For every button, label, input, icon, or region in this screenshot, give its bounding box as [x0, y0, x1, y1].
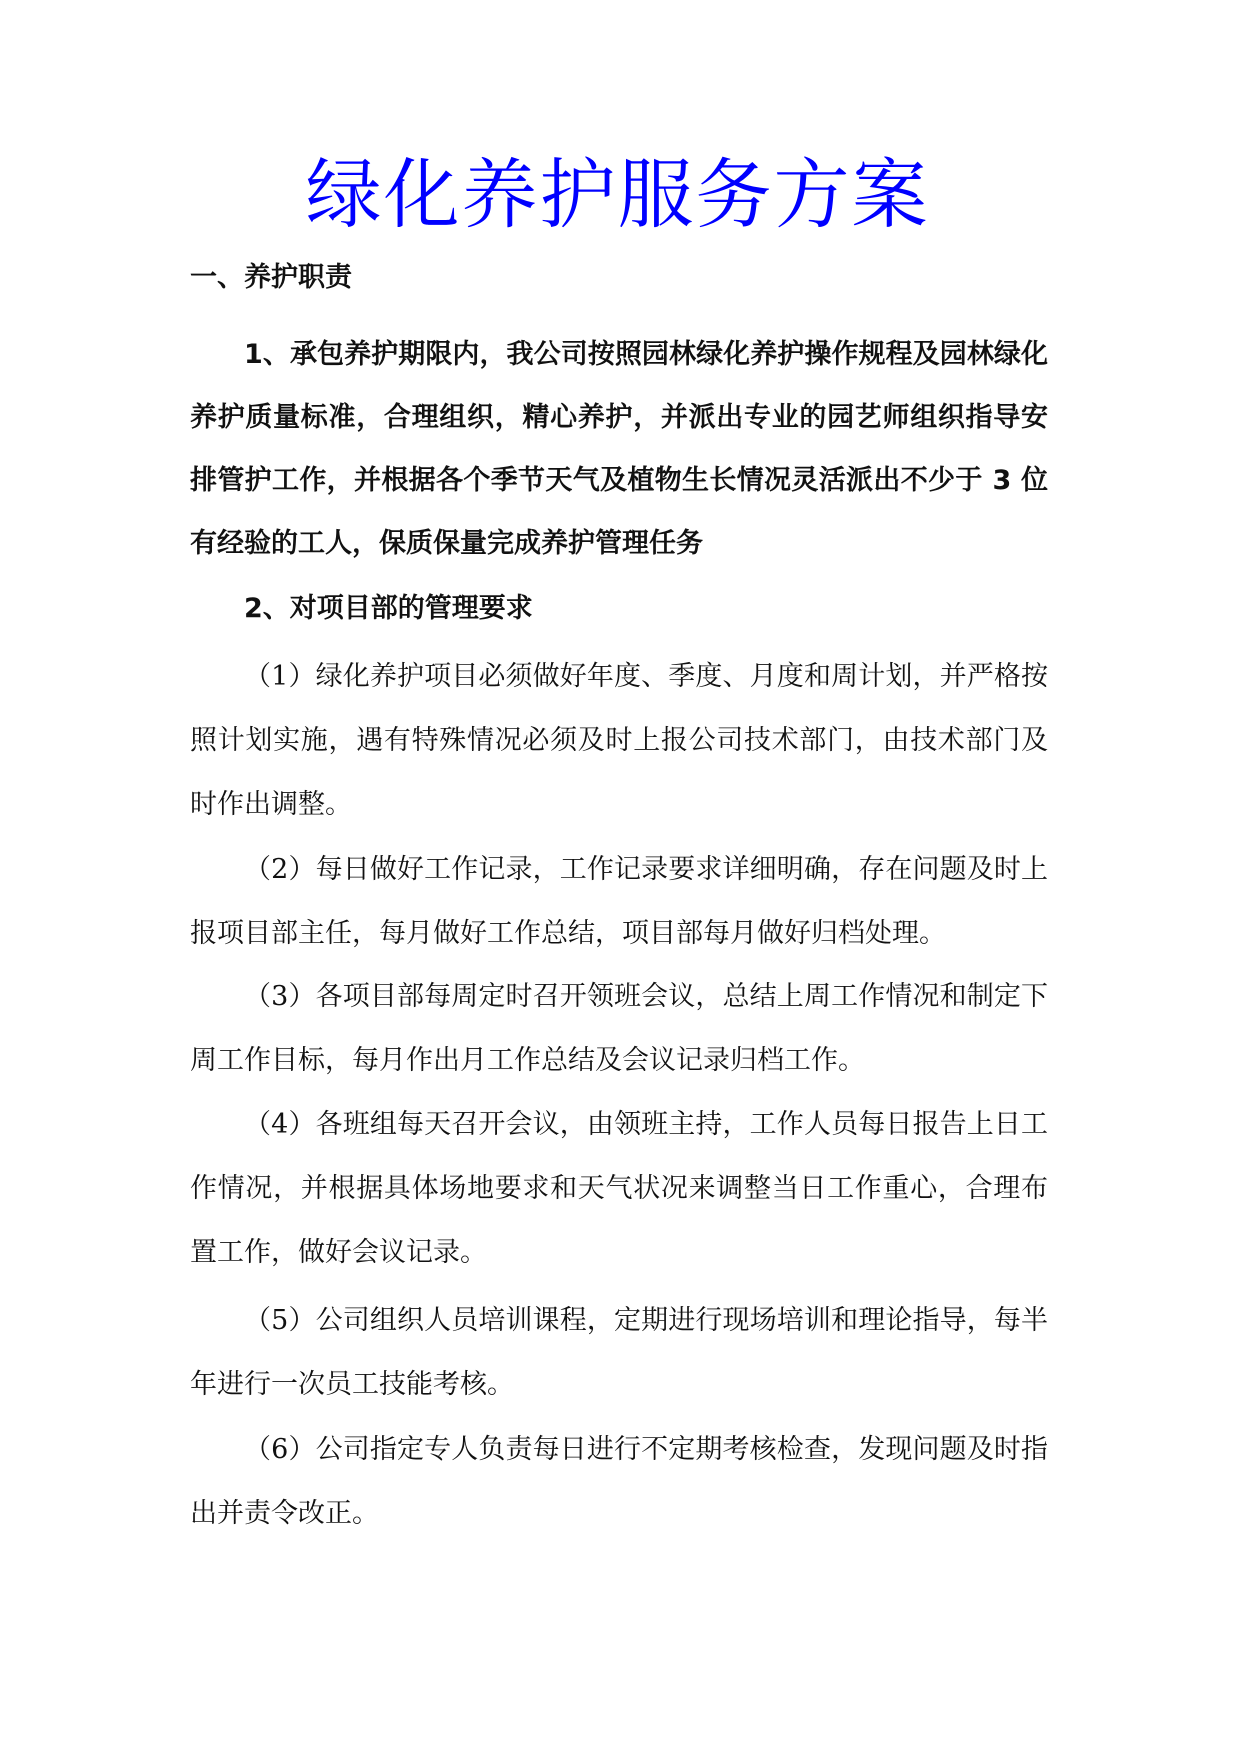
requirement-item: （5）公司组织人员培训课程，定期进行现场培训和理论指导，每半年进行一次员工技能考核。 [190, 1305, 1048, 1400]
section-heading: 一、养护职责 [190, 262, 352, 293]
requirement-item: （3）各项目部每周定时召开领班会议，总结上周工作情况和制定下周工作目标，每月作出月工作总结及会议记录归档工作。 [190, 981, 1048, 1076]
responsibility-paragraph: 1、承包养护期限内，我公司按照园林绿化养护操作规程及园林绿化养护质量标准，合理组织，精心养护，并派出专业的园艺师组织指导安排管护工作，并根据各个季节天气及植物生长情况灵活派出不少于 3 位有经验的工人，保质保量完成养护管理任务 [190, 339, 1048, 559]
requirement-item: （6）公司指定专人负责每日进行不定期考核检查，发现问题及时指出并责令改正。 [190, 1434, 1048, 1529]
document-title: 绿化养护服务方案 [305, 150, 930, 239]
requirement-item: （1）绿化养护项目必须做好年度、季度、月度和周计划，并严格按照计划实施，遇有特殊情况必须及时上报公司技术部门，由技术部门及时作出调整。 [190, 661, 1048, 820]
requirement-item: （4）各班组每天召开会议，由领班主持，工作人员每日报告上日工作情况，并根据具体场地要求和天气状况来调整当日工作重心，合理布置工作，做好会议记录。 [190, 1109, 1048, 1268]
management-requirements-heading: 2、对项目部的管理要求 [244, 593, 533, 624]
requirement-item: （2）每日做好工作记录，工作记录要求详细明确，存在问题及时上报项目部主任，每月做好工作总结，项目部每月做好归档处理。 [190, 854, 1048, 949]
